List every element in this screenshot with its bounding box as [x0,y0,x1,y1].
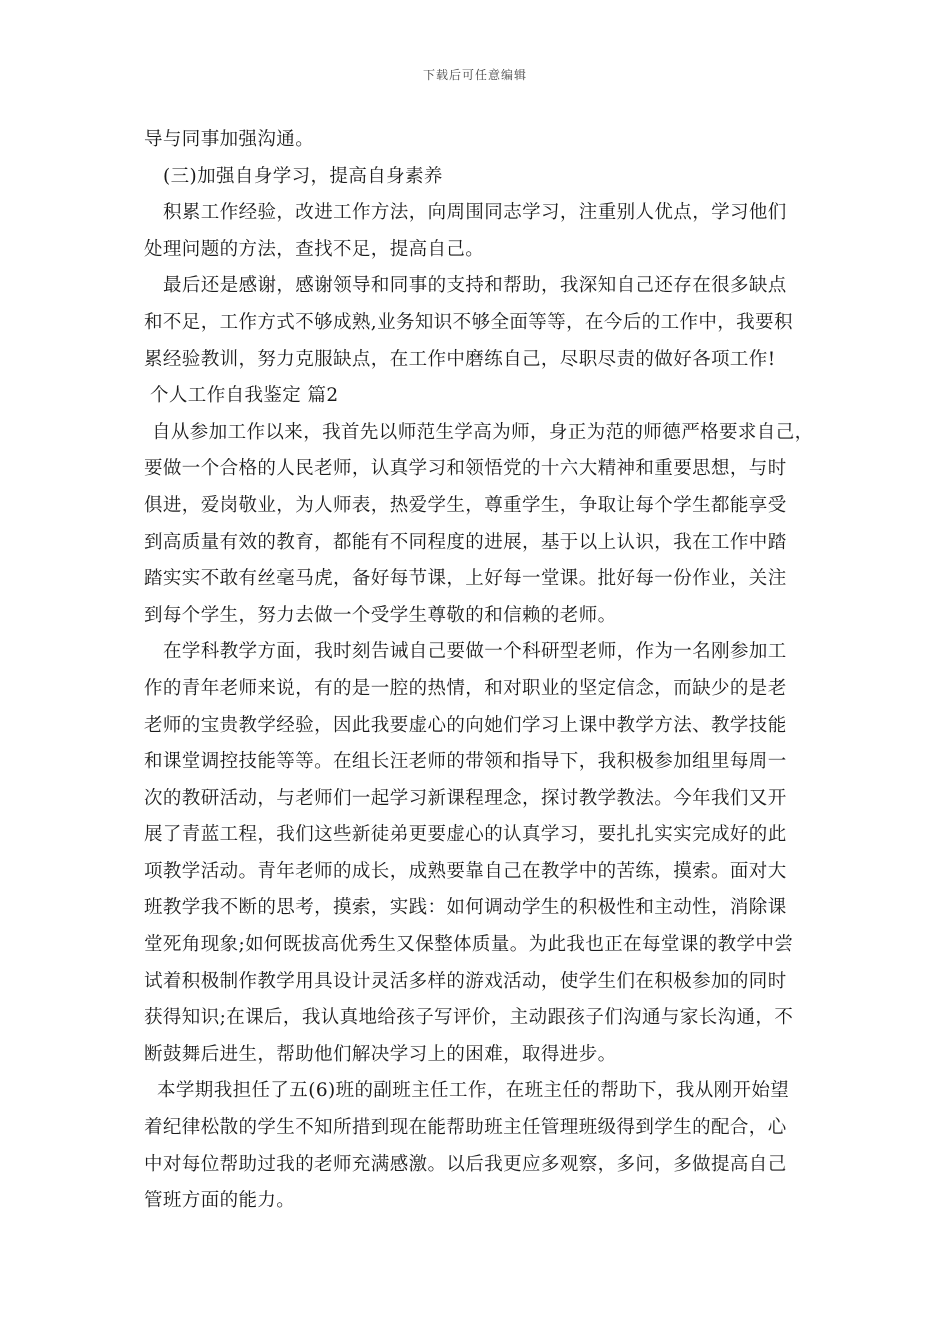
text-line: 要做一个合格的人民老师，认真学习和领悟党的十六大精神和重要思想，与时 [144,458,787,480]
text-line: 最后还是感谢，感谢领导和同事的支持和帮助，我深知自己还存在很多缺点 [163,275,787,297]
text-line: 到每个学生，努力去做一个受学生尊敬的和信赖的老师。 [144,604,617,626]
text-line: 班教学我不断的思考，摸索，实践：如何调动学生的积极性和主动性，消除课 [144,897,787,919]
text-line: 老师的宝贵教学经验，因此我要虚心的向她们学习上课中教学方法、教学技能 [144,714,787,736]
text-line: 在学科教学方面，我时刻告诫自己要做一个科研型老师，作为一名刚参加工 [163,641,787,663]
text-line: (三)加强自身学习，提高自身素养 [163,165,443,187]
text-line: 着纪律松散的学生不知所措到现在能帮助班主任管理班级得到学生的配合，心 [144,1117,787,1139]
text-line: 踏实实不敢有丝毫马虎，备好每节课，上好每一堂课。批好每一份作业，关注 [144,568,787,590]
text-line: 断鼓舞后进生，帮助他们解决学习上的困难，取得进步。 [144,1043,617,1065]
text-line: 积累工作经验，改进工作方法，向周围同志学习，注重别人优点，学习他们 [163,202,787,224]
text-line: 处理问题的方法，查找不足，提高自己。 [144,238,485,260]
text-line: 次的教研活动，与老师们一起学习新课程理念，探讨教学教法。今年我们又开 [144,787,787,809]
page-header: 下载后可任意编辑 [422,68,527,82]
text-line: 堂死角现象;如何既拔高优秀生又保整体质量。为此我也正在每堂课的教学中尝 [144,934,794,956]
text-line: 试着积极制作教学用具设计灵活多样的游戏活动，使学生们在积极参加的同时 [144,970,787,992]
text-line: 中对每位帮助过我的老师充满感激。以后我更应多观察，多问，多做提高自己 [144,1153,787,1175]
text-line: 展了青蓝工程，我们这些新徒弟更要虚心的认真学习，要扎扎实实完成好的此 [144,824,787,846]
text-line: 和课堂调控技能等等。在组长汪老师的带领和指导下，我积极参加组里每周一 [144,751,787,773]
text-line: 个人工作自我鉴定 篇2 [150,385,339,407]
text-line: 导与同事加强沟通。 [144,129,315,150]
text-line: 累经验教训，努力克服缺点，在工作中磨练自己，尽职尽责的做好各项工作! [144,348,776,370]
document-body [144,122,812,1220]
text-line: 管班方面的能力。 [144,1190,296,1212]
text-line: 和不足，工作方式不够成熟,业务知识不够全面等等，在今后的工作中，我要积 [144,311,793,333]
text-line: 自从参加工作以来，我首先以师范生学高为师，身正为范的师德严格要求自己， [152,421,814,443]
text-line: 到高质量有效的教育，都能有不同程度的进展，基于以上认识，我在工作中踏 [144,531,787,553]
text-line: 本学期我担任了五(6)班的副班主任工作，在班主任的帮助下，我从刚开始望 [157,1080,790,1102]
text-line: 获得知识;在课后，我认真地给孩子写评价，主动跟孩子们沟通与家长沟通，不 [144,1007,794,1029]
text-line: 项教学活动。青年老师的成长，成熟要靠自己在教学中的苦练，摸索。面对大 [144,860,787,882]
text-line: 俱进，爱岗敬业，为人师表，热爱学生，尊重学生，争取让每个学生都能享受 [144,494,787,516]
text-line: 作的青年老师来说，有的是一腔的热情，和对职业的坚定信念，而缺少的是老 [144,677,787,699]
